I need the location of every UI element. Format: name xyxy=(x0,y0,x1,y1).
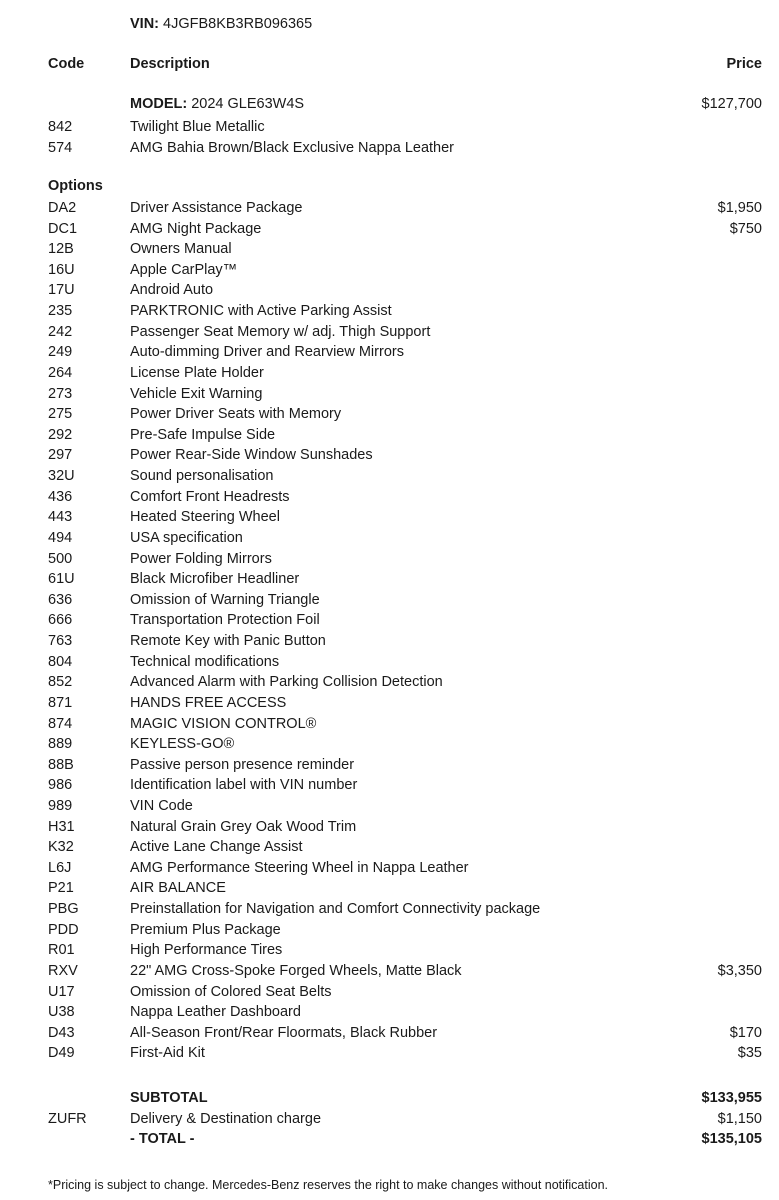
vin-value: 4JGFB8KB3RB096365 xyxy=(163,16,313,32)
item-description: Auto-dimming Driver and Rearview Mirrors xyxy=(130,344,404,361)
item-code: K32 xyxy=(48,839,74,856)
item-code: 500 xyxy=(48,550,73,567)
table-row xyxy=(0,240,779,260)
item-code: 636 xyxy=(48,591,73,608)
item-code: DA2 xyxy=(48,200,77,216)
item-description: KEYLESS-GO® xyxy=(130,736,235,753)
table-row xyxy=(0,281,779,301)
item-code: D43 xyxy=(48,1024,75,1041)
item-description: USA specification xyxy=(130,529,243,546)
item-description: Omission of Colored Seat Belts xyxy=(130,983,332,1000)
table-row xyxy=(0,838,779,858)
item-code: 842 xyxy=(48,119,73,135)
item-code: 666 xyxy=(48,612,73,629)
table-row xyxy=(0,323,779,343)
header-description: Description xyxy=(130,56,210,72)
item-code: 264 xyxy=(48,364,73,381)
item-description: High Performance Tires xyxy=(130,942,283,959)
item-code: 12B xyxy=(48,241,74,258)
table-row xyxy=(0,364,779,384)
item-description: Transportation Protection Foil xyxy=(130,612,320,629)
item-description: Owners Manual xyxy=(130,241,232,258)
item-code: R01 xyxy=(48,942,75,959)
table-row xyxy=(0,632,779,652)
item-price: $170 xyxy=(729,1024,762,1041)
item-description: Active Lane Change Assist xyxy=(130,839,303,856)
item-code: 235 xyxy=(48,303,73,320)
table-row xyxy=(0,900,779,920)
table-row xyxy=(0,570,779,590)
item-description: Identification label with VIN number xyxy=(130,777,358,794)
item-code: 242 xyxy=(48,323,73,340)
table-row xyxy=(0,756,779,776)
item-code: DC1 xyxy=(48,220,78,237)
item-price: $750 xyxy=(729,220,762,237)
vin-label: VIN: xyxy=(130,16,159,32)
table-row xyxy=(0,776,779,796)
item-description: Android Auto xyxy=(130,282,214,299)
footnote: *Pricing is subject to change. Mercedes-Benz reserves the right to make changes without notification. xyxy=(48,1178,609,1192)
item-code: P21 xyxy=(48,880,74,897)
item-code: 16U xyxy=(48,261,75,278)
item-code: 574 xyxy=(48,139,73,156)
item-code: PDD xyxy=(48,921,79,938)
item-description: Natural Grain Grey Oak Wood Trim xyxy=(130,818,357,835)
table-row xyxy=(0,488,779,508)
item-code: 61U xyxy=(48,571,75,588)
model-line xyxy=(130,96,304,112)
item-description: Pre-Safe Impulse Side xyxy=(130,426,276,443)
table-row xyxy=(0,818,779,838)
item-code: 874 xyxy=(48,715,73,732)
item-code: 443 xyxy=(48,509,73,526)
table-row xyxy=(0,302,779,322)
item-description: Power Rear-Side Window Sunshades xyxy=(130,447,373,464)
item-description: All-Season Front/Rear Floormats, Black Rubber xyxy=(130,1024,438,1041)
item-code: 17U xyxy=(48,282,75,299)
options-label: Options xyxy=(48,178,103,194)
item-description: Premium Plus Package xyxy=(130,921,281,938)
total-price: $135,105 xyxy=(701,1131,762,1147)
item-code: 852 xyxy=(48,674,73,691)
item-code: 804 xyxy=(48,653,73,670)
table-row xyxy=(0,550,779,570)
table-row xyxy=(0,715,779,735)
table-row xyxy=(0,653,779,673)
item-description: VIN Code xyxy=(130,797,193,814)
item-code: 436 xyxy=(48,488,73,505)
item-code: 273 xyxy=(48,385,73,402)
item-description: License Plate Holder xyxy=(130,364,264,381)
item-description: 22" AMG Cross-Spoke Forged Wheels, Matte Black xyxy=(130,962,462,979)
table-row xyxy=(0,426,779,446)
item-description: First-Aid Kit xyxy=(130,1045,205,1062)
item-code: 88B xyxy=(48,756,74,773)
item-code: 986 xyxy=(48,777,73,794)
table-row xyxy=(0,921,779,941)
item-code: 297 xyxy=(48,447,73,464)
delivery-price: $1,150 xyxy=(717,1111,762,1127)
table-row xyxy=(0,139,779,159)
table-row xyxy=(0,611,779,631)
item-code: 889 xyxy=(48,736,73,753)
table-row xyxy=(0,983,779,1003)
table-row xyxy=(0,199,779,219)
vin-line xyxy=(130,16,312,32)
item-code: 989 xyxy=(48,797,73,814)
table-row xyxy=(0,1044,779,1064)
item-code: 275 xyxy=(48,406,73,423)
table-row xyxy=(0,1003,779,1023)
item-code: H31 xyxy=(48,818,75,835)
model-label: MODEL: xyxy=(130,96,188,112)
item-description: HANDS FREE ACCESS xyxy=(130,694,287,711)
item-description: Advanced Alarm with Parking Collision Detection xyxy=(130,674,443,691)
table-row xyxy=(0,529,779,549)
table-row xyxy=(0,118,779,138)
table-row xyxy=(0,673,779,693)
table-row xyxy=(0,941,779,961)
table-row xyxy=(0,467,779,487)
model-value: 2024 GLE63W4S xyxy=(191,96,305,112)
item-description: AMG Performance Steering Wheel in Nappa Leather xyxy=(130,859,469,876)
item-description: Vehicle Exit Warning xyxy=(130,385,263,402)
table-row xyxy=(0,220,779,240)
table-row xyxy=(0,385,779,405)
item-code: PBG xyxy=(48,901,79,918)
total-label: - TOTAL - xyxy=(130,1131,195,1147)
table-row xyxy=(0,405,779,425)
item-code: 249 xyxy=(48,344,73,361)
item-description: Heated Steering Wheel xyxy=(130,509,280,526)
table-row xyxy=(0,694,779,714)
item-description: Black Microfiber Headliner xyxy=(130,571,300,588)
item-description: Driver Assistance Package xyxy=(130,200,303,216)
item-description: Power Driver Seats with Memory xyxy=(130,406,342,423)
item-description: Apple CarPlay™ xyxy=(130,261,238,278)
item-description: Omission of Warning Triangle xyxy=(130,591,320,608)
table-row xyxy=(0,343,779,363)
item-code: RXV xyxy=(48,962,78,979)
item-description: Comfort Front Headrests xyxy=(130,488,290,505)
item-price: $35 xyxy=(737,1045,762,1062)
item-code: U38 xyxy=(48,1004,75,1021)
item-code: 292 xyxy=(48,426,73,443)
item-price: $3,350 xyxy=(717,962,762,979)
item-code: D49 xyxy=(48,1045,75,1062)
item-code: 494 xyxy=(48,529,73,546)
item-code: 32U xyxy=(48,468,75,485)
item-description: Nappa Leather Dashboard xyxy=(130,1004,301,1021)
item-description: MAGIC VISION CONTROL® xyxy=(130,715,317,732)
item-description: Passive person presence reminder xyxy=(130,756,355,773)
subtotal-label: SUBTOTAL xyxy=(130,1090,208,1106)
table-row xyxy=(0,1024,779,1044)
subtotal-price: $133,955 xyxy=(701,1090,762,1106)
header-code: Code xyxy=(48,56,85,72)
item-description: PARKTRONIC with Active Parking Assist xyxy=(130,303,392,320)
table-row xyxy=(0,591,779,611)
item-description: Preinstallation for Navigation and Comfort Connectivity package xyxy=(130,901,541,918)
item-code: L6J xyxy=(48,859,72,876)
item-description: Power Folding Mirrors xyxy=(130,550,272,567)
item-description: Passenger Seat Memory w/ adj. Thigh Support xyxy=(130,323,431,340)
table-row xyxy=(0,735,779,755)
table-row xyxy=(0,879,779,899)
table-row xyxy=(0,859,779,879)
item-description: AMG Bahia Brown/Black Exclusive Nappa Leather xyxy=(130,139,454,156)
table-row xyxy=(0,797,779,817)
item-price: $1,950 xyxy=(717,200,762,216)
item-description: Sound personalisation xyxy=(130,468,274,485)
delivery-description: Delivery & Destination charge xyxy=(130,1111,322,1127)
table-row xyxy=(0,962,779,982)
item-description: AMG Night Package xyxy=(130,220,262,237)
item-description: AIR BALANCE xyxy=(130,880,226,897)
item-description: Remote Key with Panic Button xyxy=(130,633,326,650)
model-price: $127,700 xyxy=(701,96,762,112)
item-code: 763 xyxy=(48,633,73,650)
table-row xyxy=(0,446,779,466)
item-code: 871 xyxy=(48,694,73,711)
header-price: Price xyxy=(726,56,762,72)
item-description: Twilight Blue Metallic xyxy=(130,119,265,135)
item-description: Technical modifications xyxy=(130,653,280,670)
delivery-code: ZUFR xyxy=(48,1111,87,1127)
table-row xyxy=(0,508,779,528)
item-code: U17 xyxy=(48,983,75,1000)
table-row xyxy=(0,261,779,281)
